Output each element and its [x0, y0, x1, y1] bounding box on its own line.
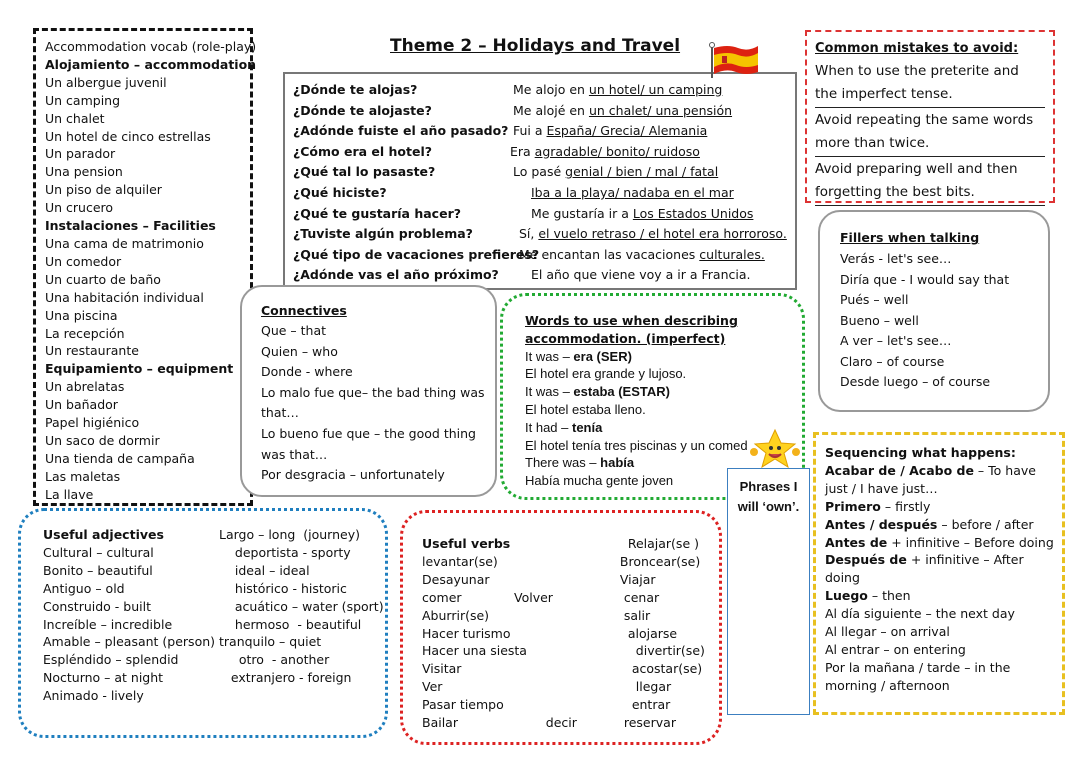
sequencing-term: Antes de — [825, 534, 888, 550]
connective-item: Donde - where — [261, 364, 353, 380]
word-bold: había — [600, 455, 635, 471]
question-row — [293, 183, 795, 204]
verb: Relajar(se ) — [604, 536, 699, 551]
adjective-row — [43, 687, 385, 705]
verb-row — [422, 589, 719, 607]
vocab-item: Un cuarto de baño — [45, 271, 161, 287]
verb-row — [422, 607, 719, 625]
mistake-item: Avoid preparing well and then forgetting the best bits. — [815, 158, 1045, 206]
question: ¿Cómo era el hotel? — [293, 143, 432, 159]
verb-row — [422, 642, 719, 660]
question: ¿Dónde te alojaste? — [293, 102, 432, 118]
common-mistakes-box — [805, 30, 1055, 203]
sequencing-meaning: Por la mañana / tarde – in the morning / afternoon — [825, 659, 1011, 693]
adjective: Bonito – beautiful — [43, 562, 153, 578]
word-text: Había mucha gente joven — [525, 473, 674, 489]
adjective: histórico - historic — [219, 580, 347, 596]
sequencing-heading: Sequencing what happens: — [825, 445, 1016, 460]
answer-options: Los Estados Unidos — [632, 205, 754, 221]
vocab-item: Un albergue juvenil — [45, 74, 167, 90]
sequencing-item — [825, 462, 1054, 498]
answer-text: El año que viene voy a ir a Francia. — [531, 267, 751, 283]
question-row — [293, 204, 795, 225]
connective-item: was that… — [261, 446, 328, 462]
adjective-row — [43, 580, 385, 598]
adjective: Nocturno – at night — [43, 670, 164, 686]
answer-options: un chalet/ una pensión — [588, 102, 733, 118]
vocab-item: Un restaurante — [45, 343, 139, 359]
answer — [519, 245, 765, 266]
vocab-item: Equipamiento – equipment — [45, 361, 234, 377]
answer-text: Fui a — [513, 123, 547, 139]
accommodation-vocab-box — [33, 28, 257, 506]
question-row — [293, 224, 795, 245]
vocab-item: Un crucero — [45, 200, 114, 216]
sequencing-meaning: + infinitive – After doing — [825, 552, 1024, 586]
verb: Broncear(se) — [604, 553, 701, 569]
page-title: Theme 2 – Holidays and Travel — [390, 36, 681, 56]
vocab-item: Un hotel de cinco estrellas — [45, 128, 211, 144]
adjective-row — [43, 526, 385, 544]
verb: Desayunar — [422, 571, 490, 587]
adjective: Largo – long (journey) — [219, 527, 360, 542]
mistake-item: Avoid repeating the same words more than twice. — [815, 109, 1045, 157]
vocab-item: Un camping — [45, 92, 121, 108]
vocab-item: Las maletas — [45, 468, 121, 484]
connective-item: Lo malo fue que– the bad thing was — [261, 384, 485, 400]
word-text: It had – — [525, 419, 572, 435]
verb: decir — [514, 715, 577, 731]
sequencing-item — [825, 623, 1054, 641]
connective-item: Que – that — [261, 323, 327, 338]
useful-adjectives-box — [18, 508, 388, 738]
adjective: Construido - built — [43, 598, 151, 614]
sequencing-meaning: Al día siguiente – the next day — [825, 606, 1015, 622]
verb: divertir(se) — [604, 643, 705, 659]
words-heading: Words to use when describing — [525, 313, 738, 328]
vocab-item: Un comedor — [45, 253, 122, 269]
verb: Volver — [514, 589, 553, 605]
adjective: extranjero - foreign — [219, 670, 352, 686]
answer-options: culturales. — [699, 246, 765, 262]
adjective-row — [43, 669, 385, 687]
vocab-item: Accommodation vocab (role-play) — [45, 39, 257, 54]
question-row — [293, 162, 795, 183]
answer-options: genial / bien / mal / fatal — [565, 164, 719, 180]
vocab-item: Una pension — [45, 164, 123, 180]
verb — [514, 553, 604, 571]
question-row — [293, 101, 795, 122]
verb-row — [422, 714, 719, 732]
question: ¿Qué hiciste? — [293, 184, 387, 200]
answer — [513, 121, 707, 142]
answer — [513, 101, 732, 122]
verb: Viajar — [604, 571, 656, 587]
answer-options: el vuelo retraso / el hotel era horroroso. — [538, 226, 787, 242]
filler-item: Pués – well — [840, 292, 909, 307]
filler-item: A ver – let's see… — [840, 333, 952, 348]
adjective: Amable – pleasant (person) — [43, 634, 216, 650]
filler-item: Verás - let's see… — [840, 251, 952, 266]
sequencing-term: Antes / después — [825, 516, 938, 532]
verb-row — [422, 696, 719, 714]
answer-options: agradable/ bonito/ ruidoso — [534, 143, 700, 159]
adjective-row — [43, 562, 385, 580]
sequencing-item — [825, 659, 1054, 695]
verb-row — [422, 678, 719, 696]
adjective: Increíble – incredible — [43, 616, 173, 632]
verb-row — [422, 571, 719, 589]
vocab-item: Una habitación individual — [45, 289, 204, 305]
sequencing-item — [825, 534, 1054, 552]
answer-text: Me encantan las vacaciones — [519, 246, 700, 262]
vocab-item: La llave — [45, 486, 94, 502]
sequencing-term: Después de — [825, 552, 907, 568]
sequencing-box — [813, 432, 1065, 715]
connectives-heading: Connectives — [261, 303, 347, 318]
vocab-item: Alojamiento – accommodation — [45, 56, 257, 72]
filler-item: Desde luego – of course — [840, 374, 991, 389]
adjective: acuático – water (sport) — [219, 598, 384, 614]
connective-item: Quien – who — [261, 343, 338, 359]
sequencing-term: Luego — [825, 588, 868, 604]
mistakes-heading: Common mistakes to avoid: — [815, 41, 1019, 56]
verb: entrar — [604, 697, 671, 713]
answer — [531, 204, 753, 225]
questions-box — [283, 72, 797, 290]
mistake-item: When to use the preterite and the imperfect tense. — [815, 60, 1045, 108]
useful-verbs-box — [400, 510, 722, 745]
verb-row — [422, 535, 719, 553]
question: ¿Tuviste algún problema? — [293, 226, 473, 242]
verbs-heading: Useful verbs — [422, 536, 511, 551]
answer-text: Era — [510, 143, 535, 159]
sequencing-meaning: + infinitive – Before doing — [887, 534, 1054, 550]
answer-options: Iba a la playa/ nadaba en el mar — [531, 184, 734, 200]
answer — [519, 224, 787, 245]
adjective-row — [43, 616, 385, 634]
question-row — [293, 80, 795, 101]
vocab-item: Un piso de alquiler — [45, 182, 162, 198]
verb: alojarse — [604, 625, 678, 641]
sequencing-item — [825, 605, 1054, 623]
spain-flag-icon — [708, 42, 760, 78]
filler-item: Claro – of course — [840, 353, 945, 369]
vocab-item: Un parador — [45, 146, 116, 162]
verb — [514, 607, 604, 625]
answer-text: Sí, — [519, 226, 539, 242]
verb — [514, 642, 604, 660]
adjective: deportista - sporty — [219, 544, 351, 560]
adjective-row — [43, 651, 385, 669]
vocab-item: Instalaciones – Facilities — [45, 218, 216, 234]
word-text: El hotel estaba lleno. — [525, 401, 646, 417]
connectives-box — [240, 285, 497, 497]
fillers-box — [818, 210, 1050, 412]
sequencing-item — [825, 641, 1054, 659]
word-bold: era (SER) — [573, 348, 632, 364]
words-heading-2: accommodation. (imperfect) — [525, 330, 726, 346]
vocab-item: La recepción — [45, 325, 125, 341]
answer-text: Me alojé en — [513, 102, 589, 118]
sequencing-item — [825, 587, 1054, 605]
verb — [514, 625, 604, 643]
filler-item: Bueno – well — [840, 312, 919, 328]
answer-options: España/ Grecia/ Alemania — [546, 123, 708, 139]
vocab-item: Un bañador — [45, 397, 118, 413]
word-item — [525, 401, 802, 419]
verb-row — [422, 660, 719, 678]
question: ¿Adónde fuiste el año pasado? — [293, 123, 509, 139]
adjective: Espléndido – splendid — [43, 652, 179, 668]
answer-text: Me alojo en — [513, 82, 589, 97]
answer — [513, 80, 722, 101]
verb: comer — [422, 589, 462, 605]
vocab-item: Un chalet — [45, 110, 105, 126]
connective-item: Lo bueno fue que – the good thing — [261, 425, 476, 441]
answer-text: Lo pasé — [513, 164, 566, 180]
verb: Aburrir(se) — [422, 607, 490, 623]
verb: Ver — [422, 679, 443, 695]
verb: acostar(se) — [604, 661, 703, 677]
question: ¿Dónde te alojas? — [293, 82, 418, 97]
word-bold: tenía — [571, 419, 603, 435]
sequencing-item — [825, 551, 1054, 587]
word-item — [525, 365, 802, 383]
question: ¿Qué tipo de vacaciones prefieres? — [293, 246, 540, 262]
word-text: El hotel tenía tres piscinas y un comed — [525, 437, 748, 453]
question-row — [293, 245, 795, 266]
answer-text: Me gustaría ir a — [531, 205, 633, 221]
verb: Visitar — [422, 661, 462, 677]
sequencing-term: Primero — [825, 498, 881, 514]
sequencing-item — [825, 516, 1054, 534]
sequencing-meaning: – before / after — [937, 516, 1034, 532]
adjective: Antiguo – old — [43, 580, 125, 596]
sequencing-meaning: Al llegar – on arrival — [825, 624, 950, 640]
adjective: otro - another — [219, 652, 330, 668]
word-text: It was – — [525, 348, 574, 364]
phrases-i-will-own-box[interactable]: Phrases I will ‘own’. — [727, 468, 810, 715]
sequencing-item — [825, 498, 1054, 516]
question: ¿Qué tal lo pasaste? — [293, 164, 436, 180]
vocab-item: Una cama de matrimonio — [45, 235, 204, 251]
sequencing-term: Acabar de / Acabo de — [825, 462, 974, 478]
adjective: Cultural – cultural — [43, 544, 154, 560]
word-text: There was – — [525, 455, 601, 471]
vocab-item: Una tienda de campaña — [45, 450, 195, 466]
sequencing-meaning: – firstly — [880, 498, 931, 514]
connective-item: Por desgracia – unfortunately — [261, 467, 445, 483]
verb: levantar(se) — [422, 553, 498, 569]
adjective: ideal – ideal — [219, 562, 310, 578]
question-row — [293, 265, 795, 286]
verb: Hacer una siesta — [422, 643, 527, 659]
verb — [514, 696, 604, 714]
question-row — [293, 121, 795, 142]
connective-item: that… — [261, 405, 299, 421]
sequencing-meaning: – To have just / I have just… — [825, 462, 1036, 496]
answer — [513, 162, 718, 183]
sequencing-meaning: – then — [867, 588, 911, 604]
vocab-item: Un saco de dormir — [45, 432, 160, 448]
word-bold: estaba (ESTAR) — [573, 384, 670, 400]
verb: cenar — [604, 589, 660, 605]
adjective-row — [43, 598, 385, 616]
question-row — [293, 142, 795, 163]
adjective-row — [43, 544, 385, 562]
verb: reservar — [604, 715, 676, 731]
verb — [514, 571, 604, 589]
verb-row — [422, 553, 719, 571]
answer — [531, 183, 734, 204]
star-thumbs-up-icon — [750, 428, 800, 470]
word-item — [525, 348, 802, 366]
answer — [531, 265, 750, 286]
adjective: Animado - lively — [43, 688, 144, 704]
adjectives-heading: Useful adjectives — [43, 527, 164, 542]
word-item — [525, 383, 802, 401]
word-text: It was – — [525, 384, 574, 400]
verb: Hacer turismo — [422, 625, 511, 641]
verb: Pasar tiempo — [422, 697, 504, 713]
verb: Bailar — [422, 715, 458, 731]
word-text: El hotel era grande y lujoso. — [525, 366, 687, 382]
verb — [514, 678, 604, 696]
adjective-row — [43, 633, 385, 651]
vocab-item: Un abrelatas — [45, 379, 125, 395]
adjective: tranquilo – quiet — [219, 634, 322, 650]
vocab-item: Papel higiénico — [45, 415, 140, 431]
filler-item: Diría que - I would say that — [840, 271, 1010, 287]
verb: salir — [604, 607, 651, 623]
verb: llegar — [604, 679, 672, 695]
vocab-item: Una piscina — [45, 307, 118, 323]
sequencing-meaning: Al entrar – on entering — [825, 641, 966, 657]
fillers-heading: Fillers when talking — [840, 230, 980, 245]
verb-row — [422, 625, 719, 643]
verb — [514, 660, 604, 678]
answer-options: un hotel/ un camping — [588, 82, 723, 97]
answer — [510, 142, 700, 163]
adjective: hermoso - beautiful — [219, 616, 362, 632]
question: ¿Qué te gustaría hacer? — [293, 205, 461, 221]
question: ¿Adónde vas el año próximo? — [293, 267, 499, 283]
